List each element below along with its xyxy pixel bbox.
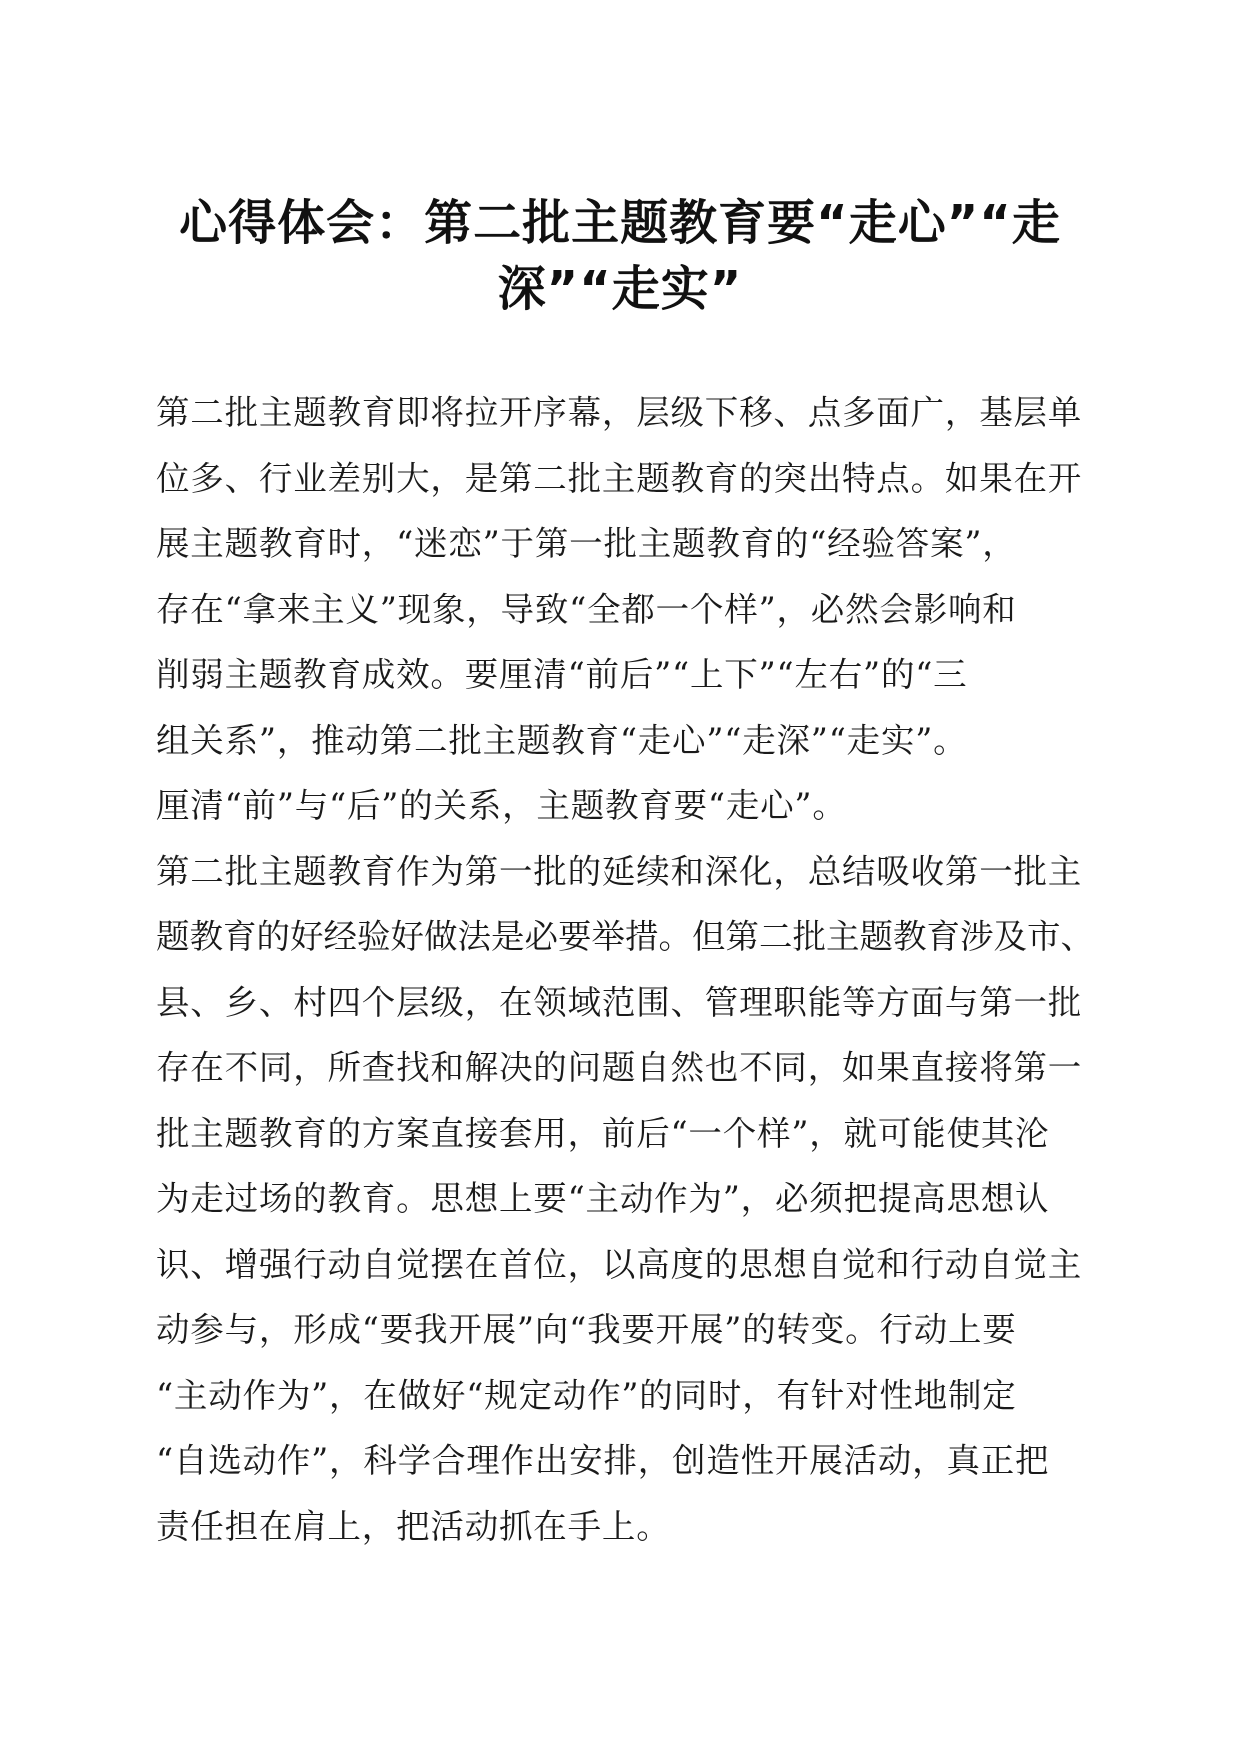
body-line: 批主题教育的方案直接套用，前后“一个样”，就可能使其沦 — [156, 1113, 1050, 1153]
body-line: 组关系”，推动第二批主题教育“走心”“走深”“走实”。 — [156, 720, 968, 760]
body-line: 位多、行业差别大，是第二批主题教育的突出特点。如果在开 — [156, 458, 1083, 498]
body-line: “主动作为”，在做好“规定动作”的同时，有针对性地制定 — [156, 1375, 1017, 1415]
body-line: 第二批主题教育作为第一批的延续和深化，总结吸收第一批主 — [156, 851, 1083, 891]
body-line: 识、增强行动自觉摆在首位，以高度的思想自觉和行动自觉主 — [156, 1244, 1083, 1284]
body-line: 动参与，形成“要我开展”向“我要开展”的转变。行动上要 — [156, 1310, 1017, 1349]
body-line: 存在不同，所查找和解决的问题自然也不同，如果直接将第一 — [156, 1048, 1083, 1087]
body-line: 削弱主题教育成效。要厘清“前后”“上下”“左右”的“三 — [156, 655, 968, 694]
title-line-2: 深”“走实” — [497, 261, 743, 317]
body-line: 展主题教育时，“迷恋”于第一批主题教育的“经验答案”， — [156, 524, 1017, 563]
body-line: 题教育的好经验好做法是必要举措。但第二批主题教育涉及市、 — [156, 917, 1094, 956]
body-line: 存在“拿来主义”现象，导致“全都一个样”，必然会影响和 — [156, 589, 1017, 629]
body-line: 为走过场的教育。思想上要“主动作为”，必须把提高思想认 — [156, 1179, 1050, 1218]
document-body — [156, 380, 1094, 1559]
body-line: “自选动作”，科学合理作出安排，创造性开展活动，真正把 — [156, 1441, 1050, 1480]
body-line: 责任担在肩上，把活动抓在手上。 — [156, 1506, 671, 1546]
body-line: 第二批主题教育即将拉开序幕，层级下移、点多面广，基层单 — [156, 393, 1083, 432]
document-title — [150, 190, 1090, 322]
body-line: 县、乡、村四个层级，在领域范围、管理职能等方面与第一批 — [156, 982, 1083, 1022]
title-line-1: 心得体会：第二批主题教育要“走心”“走 — [179, 195, 1061, 251]
section-heading: 厘清“前”与“后”的关系，主题教育要“走心”。 — [156, 786, 847, 825]
